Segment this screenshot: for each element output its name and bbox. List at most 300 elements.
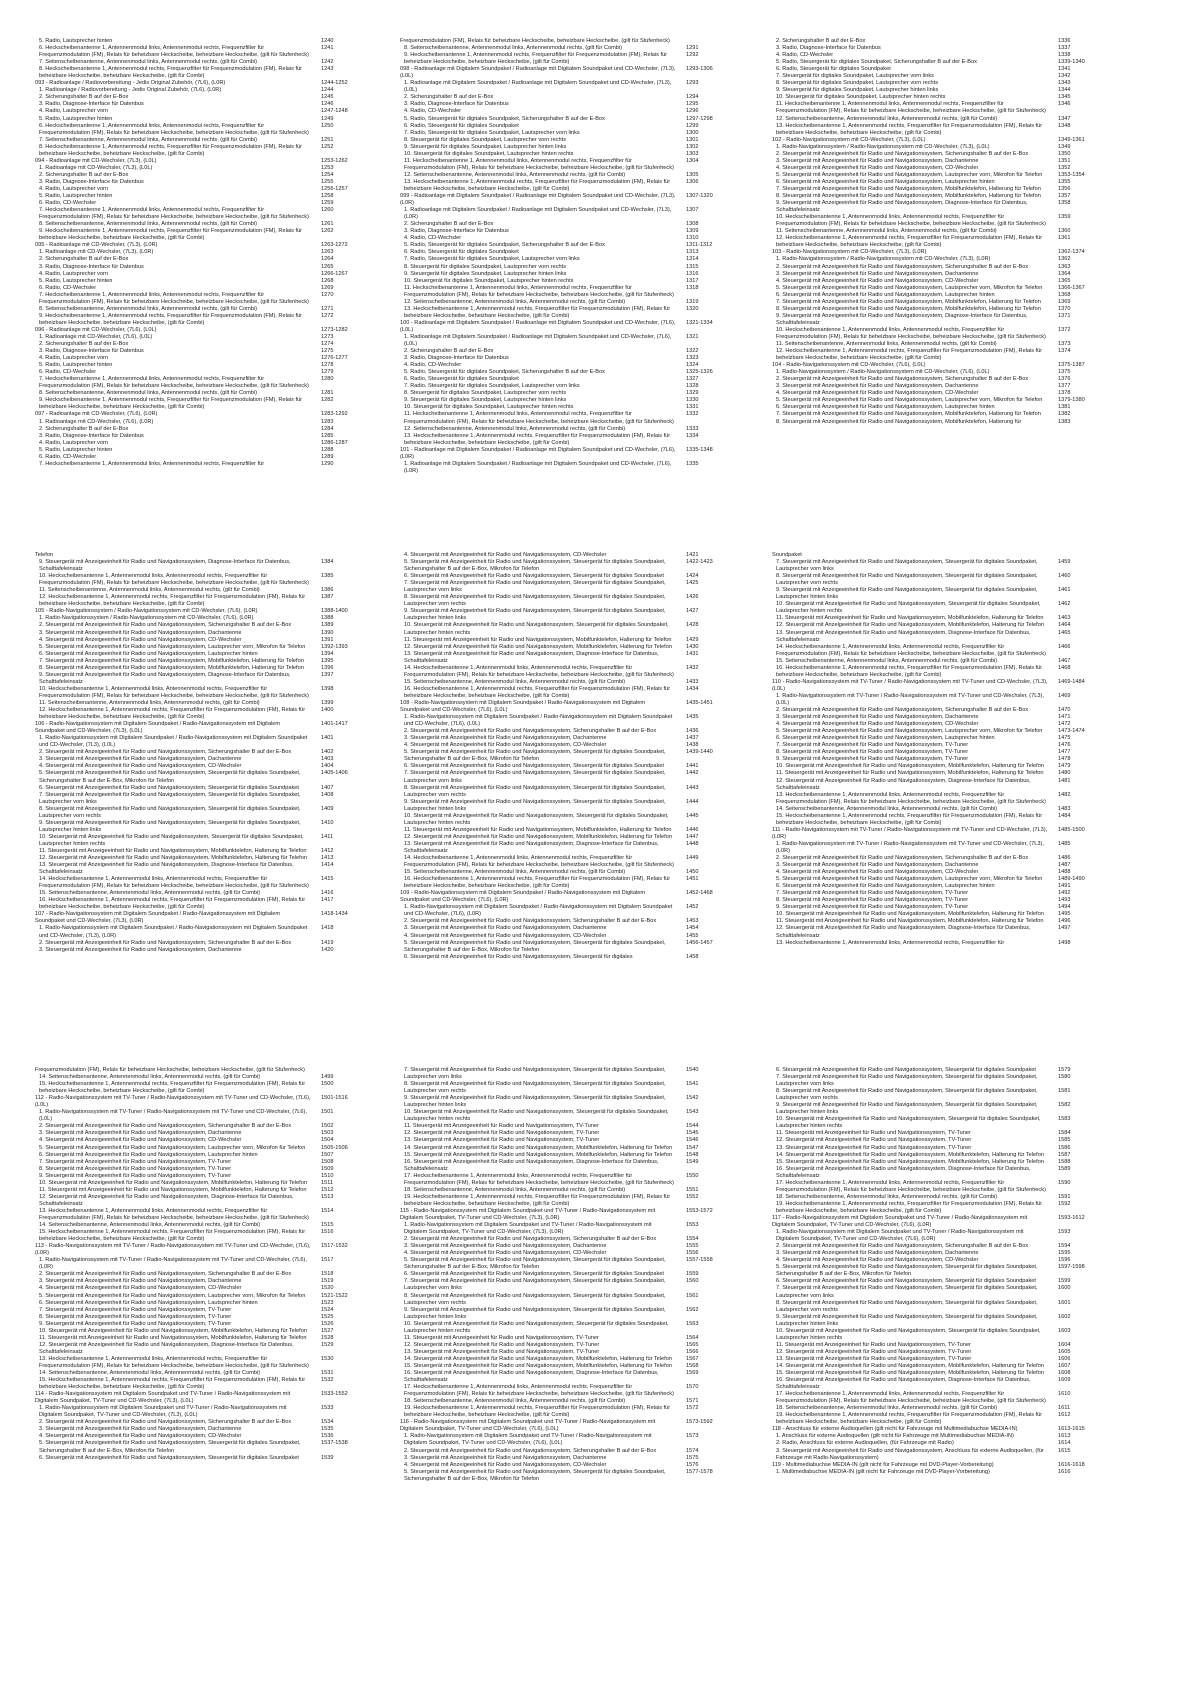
index-entry xyxy=(772,573,1108,587)
index-entry xyxy=(35,1293,371,1300)
entry-title: 2. Sicherungshalter B auf der E-Box xyxy=(404,348,494,355)
entry-title: 9. Steuergerät mit Anzeigeeinheit für Radio und Navigationssystem, Diagnose-Interface für Datenbus, Schalttafeleinsatz xyxy=(776,200,1028,214)
index-entry xyxy=(772,1285,1108,1299)
index-entry xyxy=(35,644,371,651)
entry-page-number: 1450 xyxy=(686,869,699,876)
index-entry xyxy=(772,827,1108,841)
entry-page-number: 1241 xyxy=(321,45,334,52)
index-entry xyxy=(35,256,371,263)
index-entry xyxy=(772,66,1108,73)
index-entry xyxy=(400,348,736,355)
entry-title: 14. Steuergerät mit Anzeigeeinheit für Radio und Navigationssystem, Mobilfunktelefon, Halterung für Telefon xyxy=(404,1144,672,1151)
entry-page-number: 1341 xyxy=(1058,66,1071,73)
entry-page-number: 1396 xyxy=(321,664,334,671)
entry-page-number: 1317 xyxy=(686,277,699,284)
entry-title: 15. Steuergerät mit Anzeigeeinheit für Radio und Navigationssystem, Mobilfunktelefon, Halterung für Telefon xyxy=(404,1151,672,1158)
index-entry xyxy=(35,397,371,411)
entry-page-number: 1362-1374 xyxy=(1058,249,1085,256)
entry-page-number: 1435 xyxy=(686,714,699,721)
entry-page-number: 1284 xyxy=(321,425,334,432)
entry-page-number: 1495 xyxy=(1058,911,1071,918)
entry-page-number: 1468 xyxy=(1058,664,1071,671)
entry-title: 11. Steuergerät mit Anzeigeeinheit für Radio und Navigationssystem, Mobilfunktelefon, Halterung für Telefon xyxy=(404,636,672,643)
entry-page-number: 1376 xyxy=(1058,376,1071,383)
entry-page-number: 1314 xyxy=(686,256,699,263)
entry-title: 10. Steuergerät mit Anzeigeeinheit für Radio und Navigationssystem, Steuergerät für digitales Soundpaket, Lautsprecher hinten rechts xyxy=(404,812,669,826)
index-entry xyxy=(772,1405,1108,1412)
entry-title: 1. Radioanlage mit CD-Wechsler, (7L3), (L0L) xyxy=(39,164,153,171)
entry-title: 18. Seitenscheibenantenne, Antennenmodul links, Antennenmodul rechts, (gilt für Combi) xyxy=(776,1193,998,1200)
entry-page-number: 1268 xyxy=(321,277,334,284)
entry-title: 16. Steuergerät mit Anzeigeeinheit für Radio und Navigationssystem, Diagnose-Interface für Datenbus, Schalttafeleinsatz xyxy=(404,1370,659,1384)
entry-title: 1. Radioanlage mit Digitalem Soundpaket / Radioanlage mit Digitalem Soundpaket und CD-Wechsler, (7L3), (L0L) xyxy=(404,80,672,94)
entry-page-number: 1508 xyxy=(321,1158,334,1165)
entry-page-number: 1473-1474 xyxy=(1058,728,1085,735)
entry-page-number: 1385 xyxy=(321,573,334,580)
entry-page-number: 1530 xyxy=(321,1355,334,1362)
index-entry xyxy=(772,644,1108,658)
index-entry xyxy=(400,116,736,123)
entry-page-number xyxy=(686,38,736,45)
entry-page-number: 1482 xyxy=(1058,791,1071,798)
entry-title: 7. Steuergerät mit Anzeigeeinheit für Radio und Navigationssystem, Mobilfunktelefon, Halterung für Telefon xyxy=(776,298,1041,305)
index-entry xyxy=(772,806,1108,813)
entry-title: 9. Steuergerät mit Anzeigeeinheit für Radio und Navigationssystem, Steuergerät für digitales Soundpaket, Lautsprecher hinten links xyxy=(404,798,666,812)
entry-page-number: 1428 xyxy=(686,622,699,629)
index-entry xyxy=(772,1250,1108,1257)
entry-page-number: 1559 xyxy=(686,1271,699,1278)
entry-page-number: 1600 xyxy=(1058,1285,1071,1292)
index-entry xyxy=(400,80,736,94)
index-entry xyxy=(35,334,371,341)
index-entry xyxy=(772,264,1108,271)
entry-title: 2. Steuergerät mit Anzeigeeinheit für Radio und Navigationssystem, Sicherungshalter B auf der E-Box xyxy=(39,939,292,946)
entry-title: 1. Radioanlage mit Digitalem Soundpaket / Radioanlage mit Digitalem Soundpaket und CD-Wechsler, (7L6), (L0R) xyxy=(404,460,672,474)
entry-title: 10. Steuergerät mit Anzeigeeinheit für Radio und Navigationssystem, Mobilfunktelefon, Halterung für Telefon xyxy=(776,763,1044,770)
index-entry xyxy=(400,876,736,890)
entry-page-number: 1408 xyxy=(321,791,334,798)
entry-page-number: 1567 xyxy=(686,1355,699,1362)
entry-page-number: 1296 xyxy=(686,108,699,115)
index-entry xyxy=(772,348,1108,362)
entry-title: 19. Heckscheibenantenne 1, Antennenmodul rechts, Frequenzfilter für Frequenzmodulation (FM), Relais für beheizbare Heckscheibe, beheizbare Heckscheibe, (gilt für Combi) xyxy=(404,1405,671,1419)
entry-title: 3. Steuergerät mit Anzeigeeinheit für Radio und Navigationssystem, Dachantenne xyxy=(776,714,979,721)
entry-page-number: 1283-1292 xyxy=(321,411,348,418)
entry-title: 7. Steuergerät mit Anzeigeeinheit für Radio und Navigationssystem, Mobilfunktelefon, Halterung für Telefon xyxy=(776,185,1041,192)
entry-title: 6. Radio, Steuergerät für digitales Soundpaket xyxy=(404,122,519,129)
index-entry xyxy=(772,862,1108,869)
index-entry xyxy=(400,1236,736,1243)
entry-title: 7. Radio, Steuergerät für digitales Soundpaket, Lautsprecher vorn links xyxy=(404,383,580,390)
entry-page-number: 1571 xyxy=(686,1398,699,1405)
entry-page-number: 1273 xyxy=(321,333,334,340)
entry-page-number: 1394 xyxy=(321,650,334,657)
entry-title: 16. Steuergerät mit Anzeigeeinheit für Radio und Navigationssystem, Diagnose-Interface für Datenbus, Schalttafeleinsatz xyxy=(776,1377,1031,1391)
entry-page-number: 1609 xyxy=(1058,1377,1071,1384)
index-entry xyxy=(772,1152,1108,1159)
index-entry xyxy=(35,306,371,313)
entry-title: 6. Radio, Steuergerät für digitales Soundpaket xyxy=(776,66,891,73)
entry-page-number: 1339-1340 xyxy=(1058,59,1085,66)
index-entry xyxy=(400,383,736,390)
entry-page-number: 1370 xyxy=(1058,305,1071,312)
entry-title: 4. Steuergerät mit Anzeigeeinheit für Radio und Navigationssystem, CD-Wechsler xyxy=(776,869,979,876)
index-entry xyxy=(400,1250,736,1257)
entry-page-number: 1560 xyxy=(686,1278,699,1285)
entry-page-number: 1352 xyxy=(1058,164,1071,171)
entry-page-number: 1432 xyxy=(686,664,699,671)
index-entry xyxy=(35,1145,371,1152)
entry-page-number: 1441 xyxy=(686,763,699,770)
index-entry xyxy=(400,1081,736,1095)
index-entry xyxy=(400,644,736,651)
entry-title: 8. Heckscheibenantenne 1, Antennenmodul rechts, Frequenzfilter für Frequenzmodulation (FM), Relais für beheizbare Heckscheibe, beheizbare Heckscheibe, (gilt für Combi) xyxy=(39,143,303,157)
entry-title: 3. Steuergerät mit Anzeigeeinheit für Radio und Navigationssystem, Dachantenne xyxy=(776,1250,979,1257)
index-entry xyxy=(35,271,371,278)
index-entry xyxy=(400,193,736,207)
entry-page-number: 1485-1500 xyxy=(1058,826,1085,833)
entry-title: 8. Steuergerät für digitales Soundpaket, Lautsprecher vorn rechts xyxy=(404,390,567,397)
index-entry xyxy=(400,299,736,306)
entry-title: 8. Steuergerät mit Anzeigeeinheit für Radio und Navigationssystem, Steuergerät für digitales Soundpaket, Lautsprecher vorn rechts xyxy=(404,784,666,798)
entry-title: 1. Radio-Navigationssystem mit Digitalem Soundpaket und TV-Tuner / Radio-Navigationssystem mit Digitalem Soundpaket, TV-Tuner und CD-Wechsler, (7L3), (L0L) xyxy=(39,1405,287,1419)
index-entry xyxy=(772,87,1108,94)
index-entry xyxy=(772,235,1108,249)
entry-title: 10. Steuergerät mit Anzeigeeinheit für Radio und Navigationssystem, Steuergerät für digitales Soundpaket, Lautsprecher hinten rechts xyxy=(404,1109,669,1123)
entry-title: 2. Sicherungshalter B auf der E-Box xyxy=(39,171,129,178)
entry-title: 9. Steuergerät mit Anzeigeeinheit für Radio und Navigationssystem, Steuergerät für digitales Soundpaket, Lautsprecher hinten links xyxy=(776,1313,1038,1327)
entry-page-number: 1613-1615 xyxy=(1058,1426,1085,1433)
index-entry xyxy=(400,651,736,665)
entry-page-number: 1258 xyxy=(321,193,334,200)
entry-page-number: 1342 xyxy=(1058,73,1071,80)
entry-page-number: 1337 xyxy=(1058,45,1071,52)
entry-title: 1. Radio-Navigationssystem mit TV-Tuner / Radio-Navigationssystem mit TV-Tuner und CD-Wechsler, (7L6), (L0R) xyxy=(39,1257,307,1271)
entry-title: 4. Steuergerät mit Anzeigeeinheit für Radio und Navigationssystem, CD-Wechsler xyxy=(39,1285,242,1292)
entry-title: 12. Seitenscheibenantenne, Antennenmodul links, Antennenmodul rechts, (gilt für Combi) xyxy=(404,425,626,432)
entry-title: 4. Steuergerät mit Anzeigeeinheit für Radio und Navigationssystem, CD-Wechsler xyxy=(39,1137,242,1144)
index-entry xyxy=(35,242,371,249)
entry-title: 10. Steuergerät mit Anzeigeeinheit für Radio und Navigationssystem, Steuergerät für digitales Soundpaket, Lautsprecher hinten rechts xyxy=(404,1320,669,1334)
index-entry xyxy=(772,615,1108,622)
entry-page-number: 1264 xyxy=(321,256,334,263)
entry-title: 1. Radioanlage mit Digitalem Soundpaket / Radioanlage mit Digitalem Soundpaket und CD-Wechsler, (7L3), (L0R) xyxy=(404,207,672,221)
index-entry xyxy=(772,728,1108,735)
entry-title: 094 - Radioanlage mit CD-Wechsler, (7L3), (L0L) xyxy=(35,157,157,164)
entry-title: 5. Steuergerät mit Anzeigeeinheit für Radio und Navigationssystem, Steuergerät für digitales Soundpaket, Sicherungshalter B auf der E-Box, Mikrofon für Telefon xyxy=(776,1264,1038,1278)
index-entry xyxy=(35,559,371,573)
entry-page-number: 1512 xyxy=(321,1186,334,1193)
entry-title: 15. Seitenscheibenantenne, Antennenmodul links, Antennenmodul rechts, (gilt für Combi) xyxy=(39,890,261,897)
entry-page-number: 1496 xyxy=(1058,918,1071,925)
index-entry xyxy=(772,1116,1108,1130)
index-entry xyxy=(400,573,736,580)
entry-title: 5. Steuergerät mit Anzeigeeinheit für Radio und Navigationssystem, Lautsprecher vorn, Mikrofon für Telefon xyxy=(39,1292,306,1299)
index-entry xyxy=(400,1462,736,1469)
entry-page-number: 1336 xyxy=(1058,38,1071,44)
entry-title: 5. Radio, Lautsprecher hinten xyxy=(39,362,113,369)
index-entry xyxy=(35,1356,371,1370)
index-entry xyxy=(35,1067,371,1074)
entry-page-number: 1464 xyxy=(1058,622,1071,629)
entry-title: 6. Steuergerät mit Anzeigeeinheit für Radio und Navigationssystem, Steuergerät für digitales Soundpaket xyxy=(776,1278,1036,1285)
index-column xyxy=(400,38,736,475)
index-entry xyxy=(400,1321,736,1335)
entry-page-number: 1307-1320 xyxy=(686,193,713,200)
entry-page-number: 1442 xyxy=(686,770,699,777)
entry-page-number: 1410 xyxy=(321,819,334,826)
entry-page-number: 1555 xyxy=(686,1243,699,1250)
entry-title: 9. Steuergerät mit Anzeigeeinheit für Radio und Navigationssystem, Steuergerät für digitales Soundpaket, Lautsprecher hinten links xyxy=(404,1095,666,1109)
index-entry xyxy=(400,1307,736,1321)
index-entry xyxy=(772,1328,1108,1342)
entry-title: 3. Steuergerät mit Anzeigeeinheit für Radio und Navigationssystem, Dachantenne xyxy=(39,1130,242,1137)
index-entry xyxy=(400,1469,736,1483)
index-entry xyxy=(772,172,1108,179)
entry-title: 2. Steuergerät mit Anzeigeeinheit für Radio und Navigationssystem, Sicherungshalter B auf der E-Box xyxy=(39,1123,292,1130)
index-entry xyxy=(35,820,371,834)
entry-title: 17. Heckscheibenantenne 1, Antennenmodul links, Antennenmodul rechts, Frequenzfilter für Frequenzmodulation (FM), Relais für beheizbare Heckscheibe, beheizbare Heckscheibe, (gilt für Stufenheck) xyxy=(776,1391,1046,1405)
index-entry xyxy=(35,1391,371,1405)
entry-title: 6. Steuergerät mit Anzeigeeinheit für Radio und Navigationssystem, Lautsprecher hinten xyxy=(776,883,995,890)
entry-title: 4. Radio, CD-Wechsler xyxy=(404,108,462,115)
entry-title: 1. Radioanlage mit CD-Wechsler, (7L6), (L0R) xyxy=(39,418,154,425)
index-entry xyxy=(400,179,736,193)
entry-page-number: 1244 xyxy=(321,87,334,94)
entry-page-number: 1331 xyxy=(686,404,699,411)
entry-title: 1. Radio-Navigationssystem / Radio-Navigationssystem mit CD-Wechsler, (7L3), (L0R) xyxy=(776,256,991,263)
entry-title: 12. Steuergerät mit Anzeigeeinheit für Radio und Navigationssystem, Diagnose-Interface für Datenbus, Schalttafeleinsatz xyxy=(776,925,1031,939)
index-column xyxy=(772,552,1108,947)
entry-title: 6. Radio, CD-Wechsler xyxy=(39,453,97,460)
index-entry xyxy=(35,848,371,855)
entry-title: 7. Heckscheibenantenne 1, Antennenmodul links, Antennenmodul rechts, Frequenzfilter für xyxy=(39,460,265,467)
entry-title: 3. Radio, Diagnose-Interface für Datenbus xyxy=(776,45,881,52)
index-entry xyxy=(400,580,736,594)
entry-page-number: 1379-1380 xyxy=(1058,397,1085,404)
entry-title: 6. Steuergerät mit Anzeigeeinheit für Radio und Navigationssystem, Steuergerät für digitales Soundpaket xyxy=(39,1454,299,1461)
index-entry xyxy=(35,454,371,461)
index-entry xyxy=(400,1349,736,1356)
entry-page-number: 1527 xyxy=(321,1327,334,1334)
entry-page-number: 1502 xyxy=(321,1123,334,1130)
entry-title: 6. Heckscheibenantenne 1, Antennenmodul links, Antennenmodul rechts, Frequenzfilter für Frequenzmodulation (FM), Relais für beheizbare Heckscheibe, beheizbare Heckscheibe, (gilt für Stufenheck) xyxy=(39,45,309,59)
index-entry xyxy=(35,1328,371,1335)
entry-title: 8. Steuergerät für digitales Soundpaket, Lautsprecher vorn rechts xyxy=(404,263,567,270)
entry-page-number: 1270 xyxy=(321,291,334,298)
entry-page-number: 1253 xyxy=(321,164,334,171)
index-entry xyxy=(400,1109,736,1123)
entry-title: 12. Steuergerät mit Anzeigeeinheit für Radio und Navigationssystem, TV-Tuner xyxy=(776,1348,972,1355)
index-entry xyxy=(35,630,371,637)
entry-title: 9. Steuergerät mit Anzeigeeinheit für Radio und Navigationssystem, Diagnose-Interface für Datenbus, Schalttafeleinsatz xyxy=(39,671,291,685)
entry-title: 13. Steuergerät mit Anzeigeeinheit für Radio und Navigationssystem, Diagnose-Interface für Datenbus, Schalttafeleinsatz xyxy=(404,840,659,854)
entry-page-number: 1359 xyxy=(1058,214,1071,221)
entry-title: 3. Radio, Diagnose-Interface für Datenbus xyxy=(39,432,144,439)
entry-page-number: 1536 xyxy=(321,1433,334,1440)
index-entry xyxy=(772,1194,1108,1201)
entry-page-number: 1594 xyxy=(1058,1243,1071,1250)
entry-page-number: 1503 xyxy=(321,1130,334,1137)
entry-page-number: 1494 xyxy=(1058,904,1071,911)
entry-title: 7. Heckscheibenantenne 1, Antennenmodul links, Antennenmodul rechts, Frequenzfilter für Frequenzmodulation (FM), Relais für beheizbare Heckscheibe, beheizbare Heckscheibe, (gilt für Stufenheck) xyxy=(39,207,309,221)
entry-page-number: 1544 xyxy=(686,1123,699,1130)
entry-page-number: 1438 xyxy=(686,742,699,749)
entry-page-number: 1377 xyxy=(1058,383,1071,390)
index-entry xyxy=(35,1109,371,1123)
entry-page-number: 1492 xyxy=(1058,890,1071,897)
index-entry xyxy=(35,1342,371,1356)
entry-title: 6. Steuergerät mit Anzeigeeinheit für Radio und Navigationssystem, Steuergerät für digitales Soundpaket xyxy=(404,573,664,580)
entry-page-number: 1532 xyxy=(321,1377,334,1384)
index-entry xyxy=(772,855,1108,862)
entry-page-number: 1447 xyxy=(686,833,699,840)
entry-title: 3. Radio, Diagnose-Interface für Datenbus xyxy=(39,348,144,355)
entry-page-number: 1517-1532 xyxy=(321,1243,348,1250)
entry-title: 6. Steuergerät mit Anzeigeeinheit für Radio und Navigationssystem, Lautsprecher hinten xyxy=(776,178,995,185)
entry-page-number: 1281 xyxy=(321,390,334,397)
entry-page-number: 1323 xyxy=(686,355,699,362)
index-entry xyxy=(35,45,371,59)
entry-page-number: 1290 xyxy=(321,460,334,467)
index-entry xyxy=(400,411,736,425)
entry-title: 12. Heckscheibenantenne 1, Antennenmodul rechts, Frequenzfilter für Frequenzmodulation (FM), Relais für beheizbare Heckscheibe, beheizbare Heckscheibe, (gilt für Combi) xyxy=(776,235,1043,249)
entry-page-number: 1596 xyxy=(1058,1257,1071,1264)
entry-title: 9. Steuergerät mit Anzeigeeinheit für Radio und Navigationssystem, Diagnose-Interface für Datenbus, Schalttafeleinsatz xyxy=(776,312,1028,326)
entry-page-number: 1449 xyxy=(686,855,699,862)
index-entry xyxy=(35,264,371,271)
entry-page-number: 1383 xyxy=(1058,418,1071,425)
entry-title: 11. Seitenscheibenantenne, Antennenmodul links, Antennenmodul rechts, (gilt für Combi) xyxy=(39,587,260,594)
index-entry xyxy=(400,144,736,151)
index-entry xyxy=(35,1208,371,1222)
entry-title: 7. Steuergerät mit Anzeigeeinheit für Radio und Navigationssystem, Steuergerät für digitales Soundpaket, Lautsprecher vorn links xyxy=(404,580,666,594)
index-entry xyxy=(772,1349,1108,1356)
entry-page-number: 1569 xyxy=(686,1370,699,1377)
index-entry xyxy=(35,285,371,292)
entry-title: 10. Heckscheibenantenne 1, Antennenmodul links, Antennenmodul rechts, Frequenzfilter für Frequenzmodulation (FM), Relais für beheizbare Heckscheibe, beheizbare Heckscheibe, (gilt für Stufenheck) xyxy=(776,326,1046,340)
index-entry xyxy=(35,123,371,137)
index-entry xyxy=(35,897,371,911)
index-entry xyxy=(772,376,1108,383)
entry-title: 6. Steuergerät mit Anzeigeeinheit für Radio und Navigationssystem, Lautsprecher hinten xyxy=(39,1151,258,1158)
index-entry xyxy=(400,334,736,348)
entry-title: 2. Steuergerät mit Anzeigeeinheit für Radio und Navigationssystem, Sicherungshalter B auf der E-Box xyxy=(776,707,1029,714)
index-entry xyxy=(772,1391,1108,1405)
index-entry xyxy=(772,165,1108,172)
index-entry xyxy=(35,770,371,784)
entry-title: 12. Steuergerät mit Anzeigeeinheit für Radio und Navigationssystem, Mobilfunktelefon, Halterung für Telefon xyxy=(776,622,1044,629)
index-entry xyxy=(772,792,1108,806)
entry-page-number: 1283 xyxy=(321,418,334,425)
entry-page-number: 1518 xyxy=(321,1271,334,1278)
entry-title: 1. Radio-Navigationssystem mit Digitalem Soundpaket und TV-Tuner / Radio-Navigationssystem mit Digitalem Soundpaket, TV-Tuner und CD-Wechsler, (7L3), (L0R) xyxy=(404,1222,652,1236)
entry-page-number: 1358 xyxy=(1058,200,1071,207)
entry-page-number: 1363 xyxy=(1058,263,1071,270)
index-entry xyxy=(772,80,1108,87)
entry-title: 2. Steuergerät mit Anzeigeeinheit für Radio und Navigationssystem, Sicherungshalter B auf der E-Box xyxy=(404,1447,657,1454)
index-entry xyxy=(400,552,736,559)
entry-title: 8. Steuergerät mit Anzeigeeinheit für Radio und Navigationssystem, Mobilfunktelefon, Halterung für xyxy=(776,418,1022,425)
entry-page-number: 1304 xyxy=(686,157,699,164)
entry-page-number: 1399 xyxy=(321,699,334,706)
entry-title: Soundpaket xyxy=(772,552,802,558)
entry-title: 5. Steuergerät mit Anzeigeeinheit für Radio und Navigationssystem, Steuergerät für digitales Soundpaket, Sicherungshalter B auf der E-Box, Mikrofon für Telefon xyxy=(404,939,666,953)
index-entry xyxy=(772,1370,1108,1377)
index-entry xyxy=(35,1314,371,1321)
index-column xyxy=(400,552,736,961)
entry-title: 115 - Radio-Navigationssystem mit Digitalem Soundpaket und TV-Tuner / Radio-Navigationssystem mit Digitalem Soundpaket, TV-Tuner und CD-Wechsler, (7L3), (L0R) xyxy=(400,1207,656,1221)
index-entry xyxy=(35,1243,371,1257)
entry-title: 11. Heckscheibenantenne 1, Antennenmodul links, Antennenmodul rechts, Frequenzfilter für Frequenzmodulation (FM), Relais für beheizbare Heckscheibe, beheizbare Heckscheibe, (gilt für Stufenheck) xyxy=(404,411,674,425)
entry-page-number: 1303 xyxy=(686,150,699,157)
entry-page-number: 1478 xyxy=(1058,756,1071,763)
index-entry xyxy=(400,461,736,475)
index-entry xyxy=(400,1384,736,1398)
entry-page-number: 1297-1298 xyxy=(686,115,713,122)
entry-page-number: 1405-1406 xyxy=(321,770,348,777)
entry-title: 3. Steuergerät mit Anzeigeeinheit für Radio und Navigationssystem, Dachantenne xyxy=(39,1278,242,1285)
entry-page-number: 1353-1354 xyxy=(1058,171,1085,178)
index-entry xyxy=(772,1433,1108,1440)
entry-title: 15. Seitenscheibenantenne, Antennenmodul links, Antennenmodul rechts, (gilt für Combi) xyxy=(404,678,626,685)
index-entry xyxy=(400,52,736,66)
entry-page-number: 1368 xyxy=(1058,291,1071,298)
index-entry xyxy=(35,1194,371,1208)
index-entry xyxy=(400,1067,736,1081)
entry-title: 14. Heckscheibenantenne 1, Antennenmodul links, Antennenmodul rechts, Frequenzfilter für Frequenzmodulation (FM), Relais für beheizbare Heckscheibe, beheizbare Heckscheibe, (gilt für Stufenheck) xyxy=(776,643,1046,657)
entry-page-number: 1389 xyxy=(321,622,334,629)
entry-title: 7. Steuergerät mit Anzeigeeinheit für Radio und Navigationssystem, TV-Tuner xyxy=(39,1158,232,1165)
entry-title: 2. Steuergerät mit Anzeigeeinheit für Radio und Navigationssystem, Sicherungshalter B auf der E-Box xyxy=(39,1419,292,1426)
entry-title: 19. Heckscheibenantenne 1, Antennenmodul rechts, Frequenzfilter für Frequenzmodulation (FM), Relais für beheizbare Heckscheibe, beheizbare Heckscheibe, (gilt für Combi) xyxy=(776,1412,1043,1426)
index-entry xyxy=(772,763,1108,770)
entry-title: 2. Sicherungshalter B auf der E-Box xyxy=(39,94,129,101)
entry-title: 14. Steuergerät mit Anzeigeeinheit für Radio und Navigationssystem, Mobilfunktelefon, Halterung für Telefon xyxy=(404,1355,672,1362)
index-entry xyxy=(772,1229,1108,1243)
entry-title: 117 - Radio-Navigationssystem mit Digitalem Soundpaket und TV-Tuner / Radio-Navigationssystem mit Digitalem Soundpaket, TV-Tuner und CD-Wechsler, (7L6), (L0R) xyxy=(772,1214,1028,1229)
index-entry xyxy=(35,806,371,820)
entry-page-number: 1328 xyxy=(686,383,699,390)
entry-title: 1. Radio-Navigationssystem mit Digitalem Soundpaket / Radio-Navigationssystem mit Digitalem Soundpaket und CD-Wechsler, (7L6), (L0R) xyxy=(404,904,673,918)
index-entry xyxy=(35,1180,371,1187)
entry-title: 5. Radio, Lautsprecher hinten xyxy=(39,115,113,122)
index-entry xyxy=(35,615,371,622)
entry-page-number: 1381 xyxy=(1058,404,1071,411)
entry-page-number: 1333 xyxy=(686,425,699,432)
entry-title: 8. Seitenscheibenantenne, Antennenmodul links, Antennenmodul rechts, (gilt für Combi) xyxy=(404,45,622,52)
index-entry xyxy=(400,1187,736,1194)
index-entry xyxy=(400,1293,736,1307)
entry-title: 6. Radio, CD-Wechsler xyxy=(39,200,97,207)
index-entry xyxy=(35,426,371,433)
index-entry xyxy=(772,137,1108,144)
entry-title: 108 - Radio-Navigationssystem mit Digitalem Soundpaket / Radio-Navigationssystem mit Digitalem Soundpaket und CD-Wechsler, (7L6), (L0L) xyxy=(400,699,645,714)
index-entry xyxy=(772,52,1108,59)
index-entry xyxy=(35,1426,371,1433)
index-entry xyxy=(35,665,371,672)
entry-page-number: 1384 xyxy=(321,559,334,566)
entry-title: 1. Radio-Navigationssystem / Radio-Navigationssystem mit CD-Wechsler, (7L6), (L0L) xyxy=(776,369,990,376)
entry-page-number: 1266-1267 xyxy=(321,270,348,277)
entry-page-number: 1375-1387 xyxy=(1058,362,1085,369)
index-entry xyxy=(35,433,371,440)
index-entry xyxy=(772,841,1108,855)
index-entry xyxy=(35,1095,371,1109)
entry-title: 4. Steuergerät mit Anzeigeeinheit für Radio und Navigationssystem, CD-Wechsler xyxy=(404,1250,607,1257)
index-entry xyxy=(772,1440,1108,1447)
entry-page-number: 1534 xyxy=(321,1419,334,1426)
